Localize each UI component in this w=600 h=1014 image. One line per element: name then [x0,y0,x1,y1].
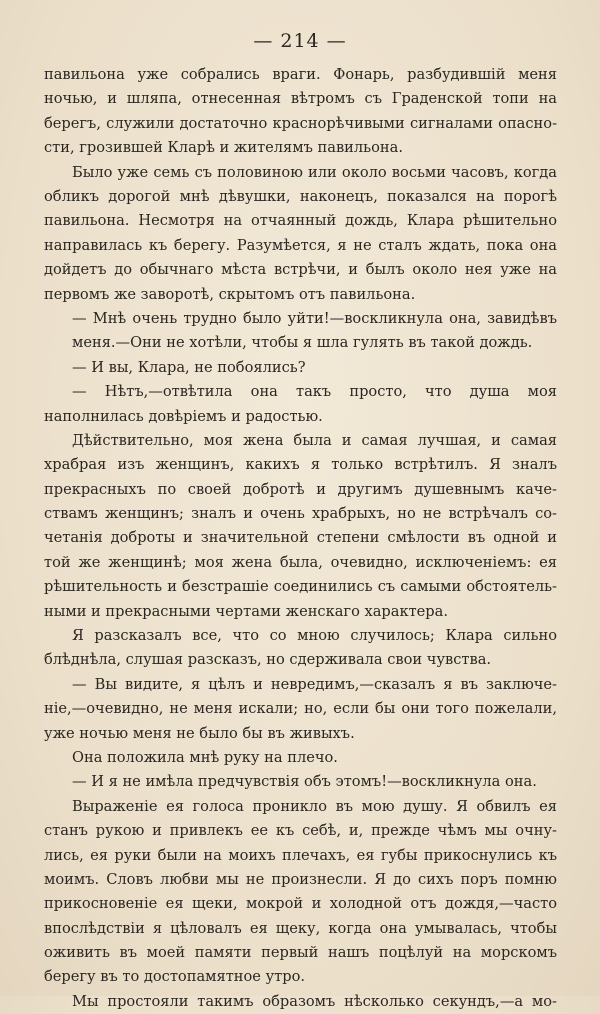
paragraph [44,990,557,1014]
text-line: впослѣдствіи я цѣловалъ ея щеку, когда она умывалась, чтобы [44,919,557,937]
text-line: берегу въ то достопамятное утро. [44,968,305,986]
text-line: ночью, и шляпа, отнесенная вѣтромъ съ Граденской топи на [44,90,557,108]
paragraph [44,356,557,380]
paragraph [44,673,557,746]
dialogue-text: — Мнѣ очень трудно было уйти!—воскликнула она, завидѣвъ меня.—Они не хотѣли, чтобы я шла гулять въ такой дождь. [72,309,557,352]
text-line: уже ночью меня не было бы въ живыхъ. [44,724,355,742]
text-line: ными и прекрасными чертами женскаго характера. [44,602,448,620]
text-line: павильона. Несмотря на отчаянный дождь, Клара рѣшительно [44,212,557,230]
text-line: ствамъ женщинъ; зналъ и очень храбрыхъ, но не встрѣчалъ со- [44,505,557,523]
text-line: Мы простояли такимъ образомъ нѣсколько секундъ,—а мо- [72,992,557,1010]
text-line: Она положила мнѣ руку на плечо. [72,748,338,766]
text-line: сти, грозившей Кларѣ и жителямъ павильона. [44,139,403,157]
text-line: четанія доброты и значительной степени смѣлости въ одной и [44,529,557,547]
body-text [44,63,557,1014]
text-line: оживить въ моей памяти первый нашъ поцѣлуй на морскомъ [44,944,557,962]
text-line: первомъ же заворотѣ, скрытомъ отъ павильона. [44,285,416,303]
text-line: — И вы, Клара, не побоялись? [72,358,306,376]
text-line: дойдетъ до обычнаго мѣста встрѣчи, и былъ около нея уже на [44,261,557,279]
dialogue-text: — Нѣтъ,—отвѣтила она такъ просто, что душа моя наполнилась довѣріемъ и радостью. [44,383,557,425]
text-line: Выраженіе ея голоса проникло въ мою душу. Я обвилъ ея [72,797,557,815]
page-number: — 214 — [253,30,347,52]
paragraph [44,429,557,624]
paragraph [44,770,557,794]
paragraph [44,795,557,990]
text-line: — И я не имѣла предчувствія объ этомъ!—воскликнула она. [72,773,537,791]
text-line: станъ рукою и привлекъ ее къ себѣ, и, прежде чѣмъ мы очну- [44,822,557,840]
text-line: лись, ея руки были на моихъ плечахъ, ея губы прикоснулись къ [44,846,557,864]
text-line: направилась къ берегу. Разумѣется, я не сталъ ждать, пока она [44,236,557,254]
text-line: прекрасныхъ по своей добротѣ и другимъ душевнымъ каче- [44,480,557,498]
paragraph [44,63,557,161]
paragraph [44,161,557,307]
paragraph [44,746,557,770]
text-line: прикосновеніе ея щеки, мокрой и холодной отъ дождя,—часто [44,895,557,913]
text-line: берегъ, служили достаточно краснорѣчивыми сигналами опасно- [44,114,557,132]
text-line: Я разсказалъ все, что со мною случилось; Клара сильно [72,627,557,645]
text-line: храбрая изъ женщинъ, какихъ я только встрѣтилъ. Я зналъ [44,456,557,474]
text-line: блѣднѣла, слушая разсказъ, но сдерживала свои чувства. [44,651,492,669]
text-line: павильона уже собрались враги. Фонарь, разбудившій меня [44,66,557,83]
text-line: Было уже семь съ половиною или около восьми часовъ, когда [72,163,557,181]
text-line: ніе,—очевидно, не меня искали; но, если бы они того пожелали, [44,700,557,718]
text-line: Дѣйствительно, моя жена была и самая лучшая, и самая [72,431,557,449]
text-line: — Вы видите, я цѣлъ и невредимъ,—сказалъ я въ заключе- [72,675,557,693]
text-line: рѣшительность и безстрашіе соединились съ самыми обстоятель- [44,578,557,596]
paragraph [44,380,557,429]
text-line: обликъ дорогой мнѣ дѣвушки, наконецъ, показался на порогѣ [44,187,557,205]
paragraph [44,307,557,356]
text-line: той же женщинѣ; моя жена была, очевидно, исключеніемъ: ея [44,553,557,571]
paragraph [44,624,557,673]
text-line: моимъ. Словъ любви мы не произнесли. Я до сихъ поръ помню [44,870,557,888]
